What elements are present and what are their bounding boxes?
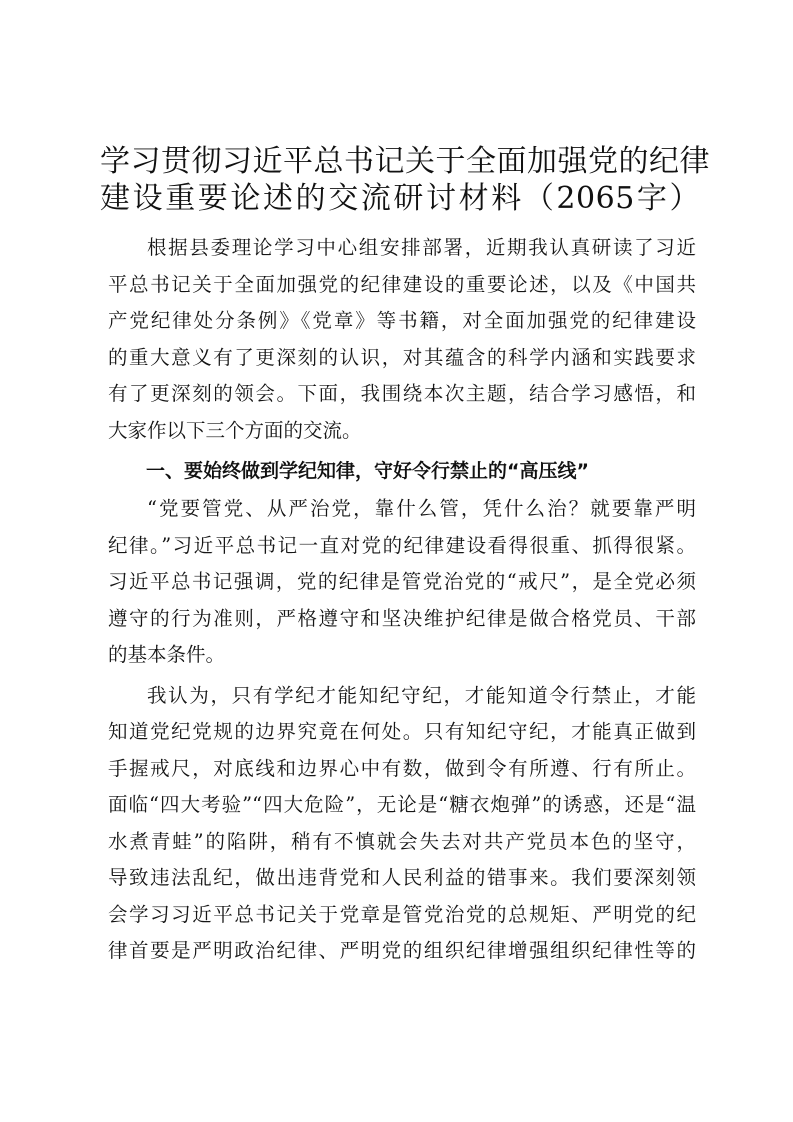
document-title bbox=[100, 144, 710, 217]
paragraph-quote bbox=[108, 491, 696, 674]
text-line: 平总书记关于全面加强党的纪律建设的重要论述，以及《中国共 bbox=[108, 272, 696, 296]
text-line: 面临“四大考验”“四大危险”，无论是“糖衣炮弹”的诱惑，还是“温 bbox=[108, 793, 696, 816]
title-line: 建设重要论述的交流研讨材料（2065字） bbox=[100, 180, 700, 216]
document-body bbox=[108, 230, 696, 974]
text-line: 律首要是严明政治纪律、严明党的组织纪律增强组织纪律性等的 bbox=[108, 939, 696, 962]
text-line: “党要管党、从严治党，靠什么管，凭什么治？就要靠严明 bbox=[147, 497, 696, 520]
title-line: 学习贯彻习近平总书记关于全面加强党的纪律 bbox=[100, 144, 710, 179]
text-line: 手握戒尺，对底线和边界心中有数，做到令有所遵、行有所止。 bbox=[108, 756, 696, 780]
paragraph-intro bbox=[108, 230, 696, 449]
paragraph-opinion bbox=[108, 678, 696, 970]
text-line: 水煮青蛙”的陷阱，稍有不慎就会失去对共产党员本色的坚守， bbox=[108, 829, 696, 853]
section-heading: 一、要始终做到学纪知律，守好令行禁止的“高压线” bbox=[146, 460, 589, 482]
text-line: 产党纪律处分条例》《党章》等书籍，对全面加强党的纪律建设 bbox=[108, 309, 696, 332]
text-line: 导致违法乱纪，做出违背党和人民利益的错事来。我们要深刻领 bbox=[108, 866, 696, 889]
text-line: 的重大意义有了更深刻的认识，对其蕴含的科学内涵和实践要求 bbox=[108, 345, 696, 369]
text-line: 大家作以下三个方面的交流。 bbox=[108, 418, 362, 442]
text-line: 根据县委理论学习中心组安排部署，近期我认真研读了习近 bbox=[147, 236, 696, 259]
text-line: 遵守的行为准则，严格遵守和坚决维护纪律是做合格党员、干部 bbox=[108, 606, 696, 630]
text-line: 纪律。”习近平总书记一直对党的纪律建设看得很重、抓得很紧。 bbox=[108, 533, 696, 557]
text-line: 有了更深刻的领会。下面，我围绕本次主题，结合学习感悟，和 bbox=[108, 382, 696, 405]
text-line: 会学习习近平总书记关于党章是管党治党的总规矩、严明党的纪 bbox=[108, 902, 696, 926]
text-line: 知道党纪党规的边界究竟在何处。只有知纪守纪，才能真正做到 bbox=[108, 720, 696, 743]
text-line: 我认为，只有学纪才能知纪守纪，才能知道令行禁止，才能 bbox=[147, 683, 696, 707]
text-line: 的基本条件。 bbox=[108, 643, 226, 666]
text-line: 习近平总书记强调，党的纪律是管党治党的“戒尺”，是全党必须 bbox=[108, 570, 696, 593]
